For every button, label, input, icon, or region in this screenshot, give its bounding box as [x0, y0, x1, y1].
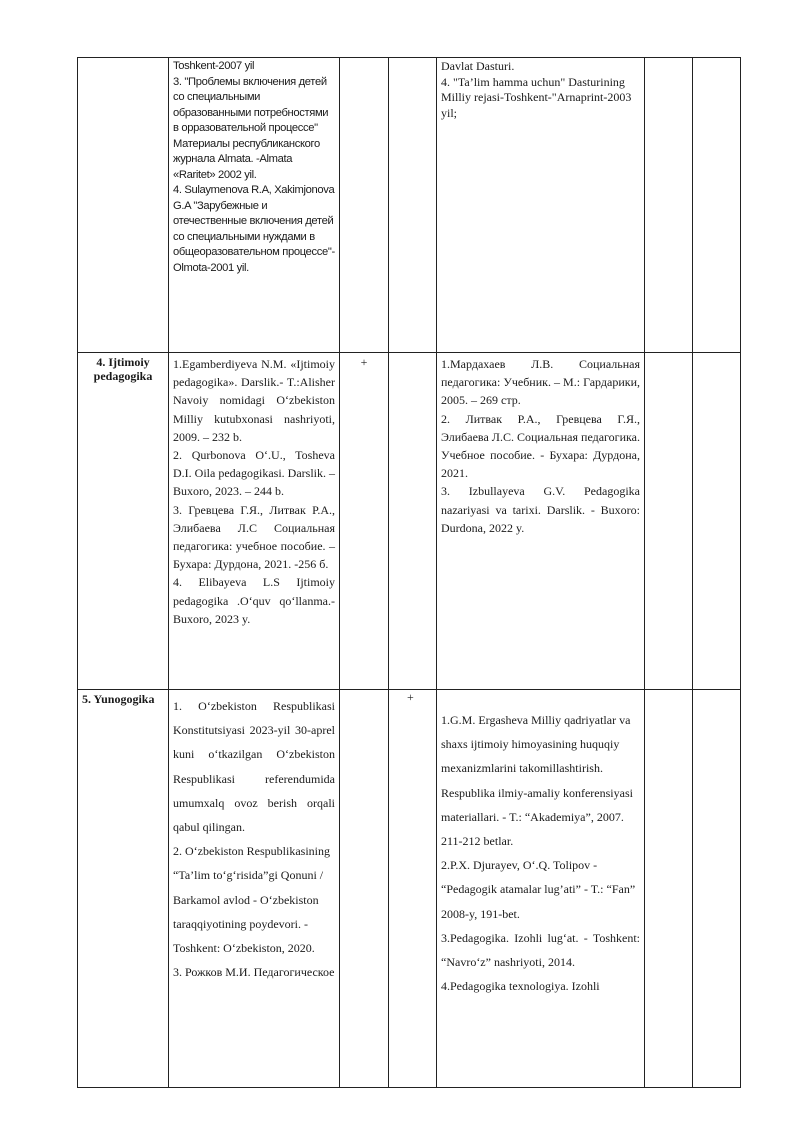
mark-cell-b: [389, 58, 437, 353]
empty-cell: [645, 690, 693, 1088]
main-literature-cell: [169, 690, 340, 1088]
main-literature-item: 2. Qurbonova O‘.U., Tosheva D.I. Oila pedagogikasi. Darslik. – Buxoro, 2023. – 244 b.: [173, 448, 335, 499]
mark-b: +: [407, 690, 414, 704]
mark-cell-b: [389, 353, 437, 690]
extra-literature-item: Davlat Dasturi.: [441, 59, 515, 73]
main-literature-cell: [169, 58, 340, 353]
empty-cell: [693, 58, 741, 353]
extra-literature-cell: [437, 353, 645, 690]
extra-literature-item: 3.Pedagogika. Izohli lug‘at. - Toshkent: “Navro‘z” nashriyoti, 2014.: [441, 930, 640, 970]
main-literature-item: 3. "Проблемы включения детей со специальными образованными потребностями в орразовательной процессе" Материалы республиканского журнала Almata. -Almata «Raritet» 2002 yil.: [173, 75, 329, 181]
main-literature-cell: [169, 353, 340, 690]
subject-cell: [78, 690, 169, 1088]
curriculum-table: [77, 57, 741, 1088]
mark-cell-a: [340, 690, 389, 1088]
main-literature-item: 2. O‘zbekiston Respublikasining “Ta’lim to‘g‘risida”gi Qonuni / Barkamol avlod - O‘zbekiston taraqqiyotining poydevori. - Toshkent: O‘zbekiston, 2020.: [173, 844, 330, 956]
empty-cell: [645, 58, 693, 353]
extra-literature-item: 1.Мардахаев Л.В. Социальная педагогика: Учебник. – М.: Гардарики, 2005. – 269 стр.: [441, 357, 640, 408]
mark-cell-b: [389, 690, 437, 1088]
main-literature-item: Toshkent-2007 yil: [173, 60, 255, 72]
subject-cell: [78, 353, 169, 690]
table-row: [78, 353, 741, 690]
extra-literature-item: 2. Литвак Р.А., Гревцева Г.Я., Элибаева Л.С. Социальная педагогика. Учебное пособие. - Бухара: Дурдона, 2021.: [441, 411, 640, 481]
table-row: [78, 690, 741, 1088]
main-literature-item: 3. Рожков М.И. Педагогическое: [173, 965, 335, 980]
extra-literature-item: 1.G.M. Ergasheva Milliy qadriyatlar va shaxs ijtimoiy himoyasining huquqiy mexanizmlarini takomillashtirish. Respublika ilmiy-amaliy konferensiyasi materiallari. - T.: “Akademiya”, 2007. 211-212 betlar.: [441, 713, 633, 849]
main-literature-item: 1. O‘zbekiston Respublikasi Konstitutsiyasi 2023-yil 30-aprel kuni o‘tkazilgan O‘zbekiston Respublikasi referendumida umumxalq ovoz berish orqali qabul qilingan.: [173, 699, 335, 835]
extra-literature-item: 4. "Ta’lim hamma uchun" Dasturining Milliy rejasi-Toshkent-"Arnaprint-2003 yil;: [441, 74, 632, 120]
extra-literature-item: 3. Izbullayeva G.V. Pedagogika nazariyasi va tarixi. Darslik. - Buxoro: Durdona, 2022 y.: [441, 484, 640, 535]
main-literature-item: 3. Гревцева Г.Я., Литвак Р.А., Элибаева Л.С Социальная педагогика: учебное пособие. – Бухара: Дурдона, 2021. -256 б.: [173, 502, 335, 572]
subject-name: 5. Yunogogika: [82, 692, 155, 706]
mark-a: +: [360, 355, 368, 369]
subject-cell: [78, 58, 169, 353]
table-row: [78, 58, 741, 353]
main-literature-item: 4. Sulaymenova R.A, Xakimjonova G.A "Зарубежные и отечественные включения детей со специальными нуждами в общеоразовательном процессе"-Olmota-2001 yil.: [173, 184, 335, 274]
extra-literature-cell: [437, 690, 645, 1088]
empty-cell: [645, 353, 693, 690]
empty-cell: [693, 690, 741, 1088]
extra-literature-item: 4.Pedagogika texnologiya. Izohli: [441, 979, 600, 994]
mark-cell-a: [340, 353, 389, 690]
empty-cell: [693, 353, 741, 690]
main-literature-item: 4. Elibayeva L.S Ijtimoiy pedagogika .O‘quv qo‘llanma.-Buxoro, 2023 y.: [173, 575, 335, 626]
extra-literature-item: 2.P.X. Djurayev, O‘.Q. Tolipov - “Pedagogik atamalar lug’ati” - T.: “Fan” 2008-y, 191-bet.: [441, 858, 636, 921]
subject-name: [78, 58, 168, 64]
extra-literature-cell: [437, 58, 645, 353]
subject-name: 4. Ijtimoiy pedagogika: [93, 355, 153, 383]
mark-cell-a: [340, 58, 389, 353]
main-literature-item: 1.Egamberdiyeva N.M. «Ijtimoiy pedagogika». Darslik.- T.:Alisher Navoiy nomidagi O‘zbekiston Milliy kutubxonasi nashriyoti, 2009. – 232 b.: [173, 357, 335, 444]
